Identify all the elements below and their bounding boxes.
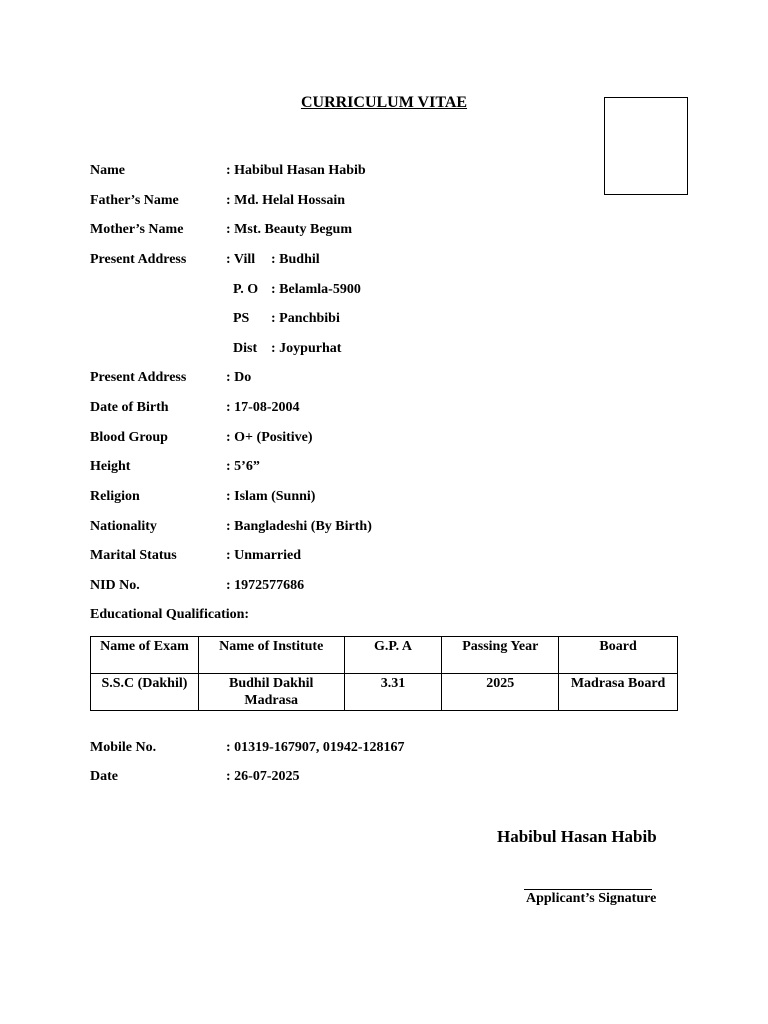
document-title: CURRICULUM VITAE	[300, 94, 468, 111]
field-value: : Bangladeshi (By Birth)	[226, 519, 372, 534]
education-heading: Educational Qualification:	[90, 607, 250, 622]
field-value: : Do	[226, 370, 252, 385]
education-table	[90, 636, 678, 711]
column-header: Board	[559, 637, 678, 674]
field-label: Marital Status	[90, 548, 177, 563]
field-label: Height	[90, 459, 131, 474]
field-value: : Mst. Beauty Begum	[226, 222, 352, 237]
field-value: : Islam (Sunni)	[226, 489, 316, 504]
address-value: : Budhil	[271, 252, 320, 267]
table-cell: S.S.C (Dakhil)	[91, 674, 199, 711]
address-key: P. O	[233, 282, 259, 297]
field-value: : 1972577686	[226, 578, 305, 593]
table-header-row	[91, 637, 678, 674]
field-value: : O+ (Positive)	[226, 430, 313, 445]
address-key: PS	[233, 311, 250, 326]
field-label: Father’s Name	[90, 193, 179, 208]
column-header: Name of Exam	[91, 637, 199, 674]
table-cell: 2025	[442, 674, 559, 711]
address-value: : Belamla-5900	[271, 282, 361, 297]
field-label: Nationality	[90, 519, 157, 534]
address-value: : Joypurhat	[271, 341, 342, 356]
address-value: : Panchbibi	[271, 311, 340, 326]
photo-placeholder	[604, 97, 688, 195]
signature-label: Applicant’s Signature	[526, 891, 657, 906]
table-row	[91, 674, 678, 711]
address-key: Dist	[233, 341, 258, 356]
field-label: Religion	[90, 489, 140, 504]
field-label: Mother’s Name	[90, 222, 184, 237]
field-value: : Unmarried	[226, 548, 302, 563]
field-label: Present Address	[90, 370, 187, 385]
field-label: Date	[90, 769, 118, 784]
field-label: Date of Birth	[90, 400, 169, 415]
field-label: Present Address	[90, 252, 187, 267]
signature-name: Habibul Hasan Habib	[497, 827, 657, 846]
table-cell: Budhil Dakhil Madrasa	[198, 674, 344, 711]
field-value: : 01319-167907, 01942-128167	[226, 740, 405, 755]
column-header: G.P. A	[344, 637, 442, 674]
field-label: Mobile No.	[90, 740, 157, 755]
field-label: NID No.	[90, 578, 140, 593]
field-label: Blood Group	[90, 430, 168, 445]
field-value: : 26-07-2025	[226, 769, 300, 784]
column-header: Passing Year	[442, 637, 559, 674]
field-value: : 17-08-2004	[226, 400, 300, 415]
table-cell: 3.31	[344, 674, 442, 711]
field-value: : Vill	[226, 252, 256, 267]
column-header: Name of Institute	[198, 637, 344, 674]
field-value: : Habibul Hasan Habib	[226, 163, 366, 178]
table-cell: Madrasa Board	[559, 674, 678, 711]
field-value: : 5’6”	[226, 459, 260, 474]
field-label: Name	[90, 163, 125, 178]
field-value: : Md. Helal Hossain	[226, 193, 346, 208]
